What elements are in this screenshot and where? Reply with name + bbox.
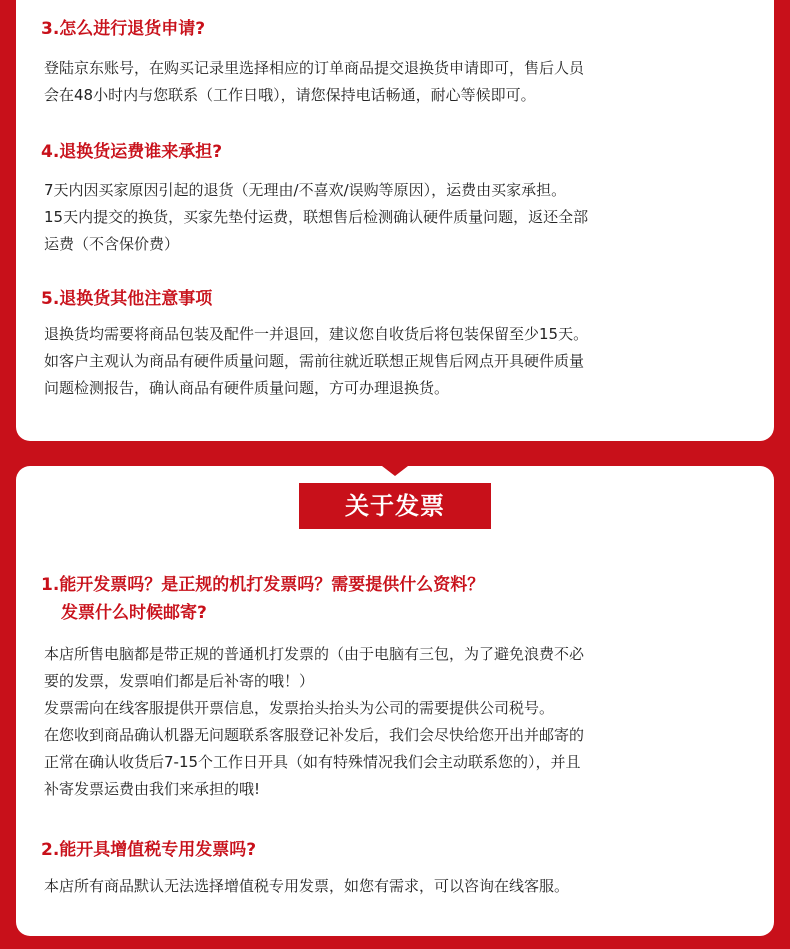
invoice-question-2 <box>41 836 256 864</box>
answer-line: 15天内提交的换货，买家先垫付运费，联想售后检测确认硬件质量问题，返还全部 <box>44 208 589 226</box>
question-line: 1.能开发票吗？是正规的机打发票吗？需要提供什么资料？ <box>41 575 485 595</box>
answer-line: 正常在确认收货后7-15个工作日开具（如有特殊情况我们会主动联系您的），并且 <box>44 753 581 771</box>
invoice-answer-2 <box>44 873 569 900</box>
answer-line: 会在48小时内与您联系（工作日哦），请您保持电话畅通，耐心等候即可。 <box>44 86 536 104</box>
answer-line: 补寄发票运费由我们来承担的哦! <box>44 780 261 798</box>
answer-line: 本店所有商品默认无法选择增值税专用发票，如您有需求，可以咨询在线客服。 <box>44 877 570 895</box>
answer-line: 登陆京东账号，在购买记录里选择相应的订单商品提交退换货申请即可，售后人员 <box>44 59 585 77</box>
faq-answer-4 <box>44 177 588 258</box>
question-line: 2.能开具增值税专用发票吗? <box>41 840 257 860</box>
answer-line: 本店所售电脑都是带正规的普通机打发票的（由于电脑有三包，为了避免浪费不必 <box>44 645 585 663</box>
answer-line: 要的发票，发票咱们都是后补寄的哦！） <box>44 672 315 690</box>
invoice-faq-card <box>16 466 774 936</box>
answer-line: 发票需向在线客服提供开票信息，发票抬头抬头为公司的需要提供公司税号。 <box>44 699 555 717</box>
faq-question-5: 5.退换货其他注意事项 <box>41 289 213 309</box>
faq-answer-3 <box>44 55 584 109</box>
faq-question-3: 3.怎么进行退货申请? <box>41 19 206 39</box>
invoice-question-1 <box>41 571 484 627</box>
answer-line: 7天内因买家原因引起的退货（无理由/不喜欢/误购等原因），运费由买家承担。 <box>44 181 567 199</box>
section-divider-notch <box>382 466 408 476</box>
answer-line: 在您收到商品确认机器无问题联系客服登记补发后，我们会尽快给您开出并邮寄的 <box>44 726 585 744</box>
faq-answer-5 <box>44 321 588 402</box>
answer-line: 退换货均需要将商品包装及配件一并退回，建议您自收货后将包装保留至少15天。 <box>44 325 589 343</box>
answer-line: 如客户主观认为商品有硬件质量问题，需前往就近联想正规售后网点开具硬件质量 <box>44 352 585 370</box>
faq-question-4: 4.退换货运费谁来承担? <box>41 142 223 162</box>
answer-line: 运费（不含保价费） <box>44 235 180 253</box>
answer-line: 问题检测报告，确认商品有硬件质量问题，方可办理退换货。 <box>44 379 450 397</box>
invoice-section-title: 关于发票 <box>299 483 491 529</box>
returns-faq-card <box>16 0 774 441</box>
invoice-answer-1 <box>44 641 584 803</box>
question-line: 发票什么时候邮寄? <box>61 603 207 623</box>
